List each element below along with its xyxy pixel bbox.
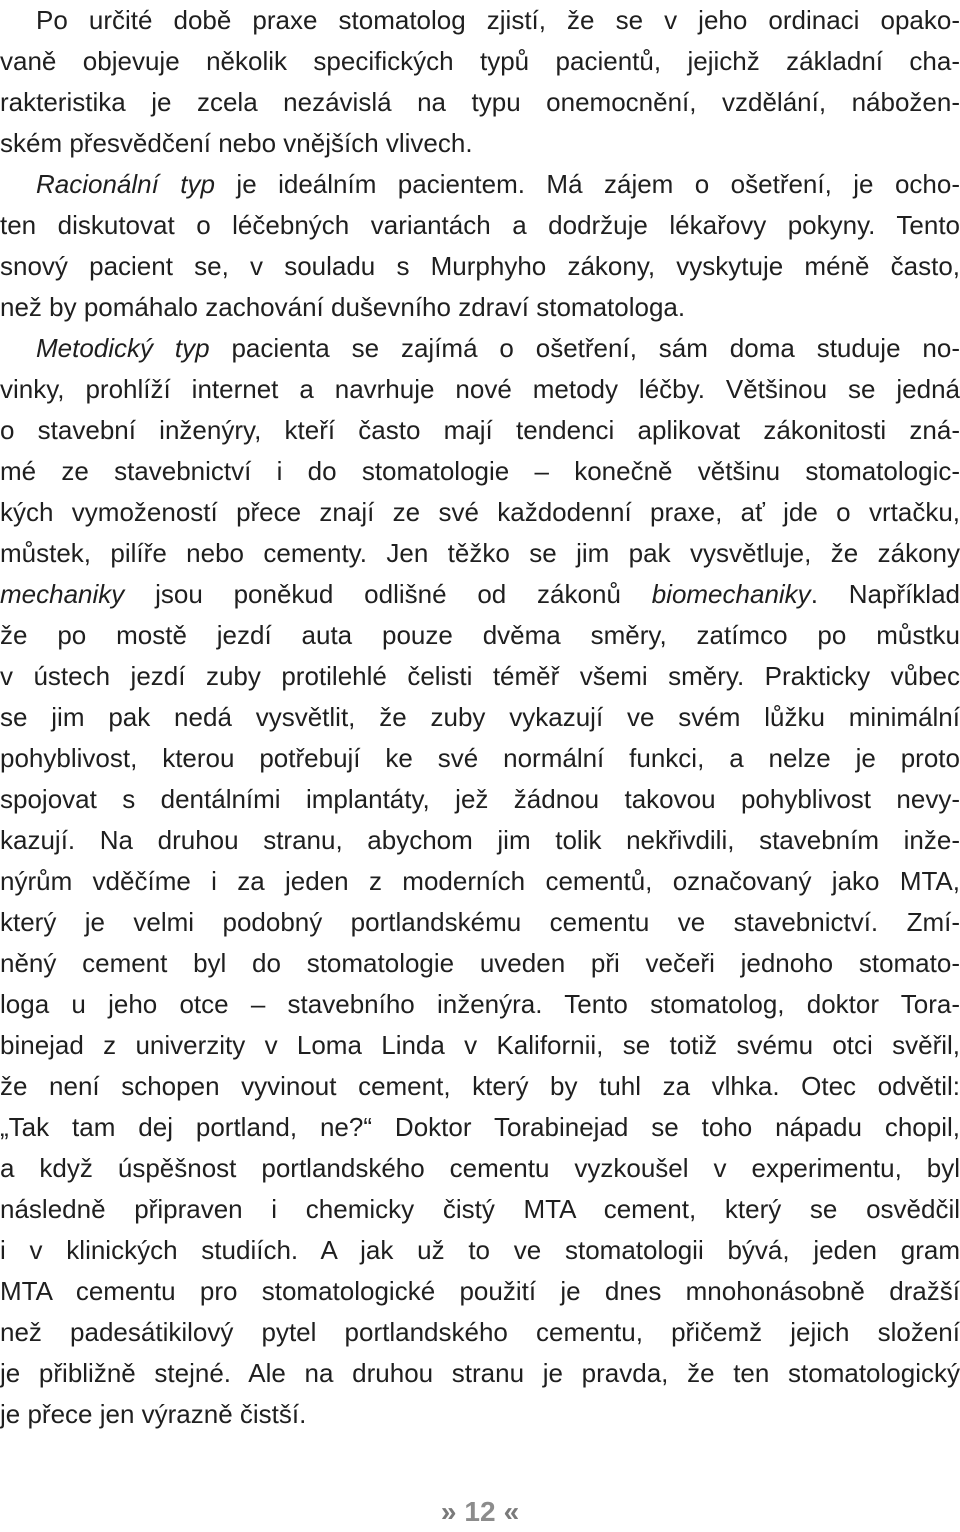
text-segment: kazují. Na druhou stranu, abychom jim tolik nekřivdili, stavebním inže- [0,825,960,855]
text-segment: nýrům vděčíme i za jeden z moderních cementů, označovaný jako MTA, [0,866,960,896]
right-guillemet: « [503,1496,520,1527]
text-segment: je ideálním pacientem. Má zájem o ošetření, je ocho- [214,169,960,199]
text-segment: spojovat s dentálními implantáty, jež žádnou takovou pohyblivost nevy- [0,784,960,814]
text-line [0,328,960,369]
text-segment: jsou poněkud odlišné od zákonů [124,579,652,609]
text-segment: pacienta se zajímá o ošetření, sám doma studuje no- [209,333,960,363]
page-footer [0,1492,960,1532]
text-segment: můstek, pilíře nebo cementy. Jen těžko se jim pak vysvětluje, že zákony [0,538,960,568]
italic-term: Racionální typ [36,169,215,199]
text-line [0,1066,960,1107]
text-line [0,492,960,533]
text-segment: v ústech jezdí zuby protilehlé čelisti téměř všemi směry. Prakticky vůbec [0,661,960,691]
text-line [0,1189,960,1230]
text-segment: než padesátikilový pytel portlandského cementu, přičemž jejich složení [0,1317,960,1347]
text-line [0,1107,960,1148]
text-line [0,574,960,615]
text-line [0,533,960,574]
text-segment: že není schopen vyvinout cement, který by tuhl za vlhka. Otec odvětil: [0,1071,960,1101]
text-line [0,1230,960,1271]
text-line [0,1025,960,1066]
italic-term: mechaniky [0,579,125,609]
text-segment: binejad z univerzity v Loma Linda v Kalifornii, se totiž svému otci svěřil, [0,1030,960,1060]
text-segment: a když úspěšnost portlandského cementu vyzkoušel v experimentu, byl [0,1153,960,1183]
text-segment: rakteristika je zcela nezávislá na typu onemocnění, vzdělání, nábožen- [0,87,960,117]
text-segment: že po mostě jezdí auta pouze dvěma směry, zatímco po můstku [0,620,960,650]
text-line [0,164,960,205]
text-segment: snový pacient se, v souladu s Murphyho zákony, vyskytuje méně často, [0,251,960,281]
text-segment: ském přesvědčení nebo vnějších vlivech. [0,128,473,158]
text-segment: je přibližně stejné. Ale na druhou stranu je pravda, že ten stomatologický [0,1358,960,1388]
text-line [0,615,960,656]
text-segment: který je velmi podobný portlandskému cementu ve stavebnictví. Zmí- [0,907,960,937]
text-line [0,1394,960,1435]
text-segment: kých vymožeností přece znají ze své každodenní praxe, ať jde o vrtačku, [0,497,960,527]
text-segment: MTA cementu pro stomatologické použití je dnes mnohonásobně dražší [0,1276,960,1306]
text-line [0,451,960,492]
text-line [0,1353,960,1394]
text-line [0,205,960,246]
text-line [0,902,960,943]
text-segment: pohyblivost, kterou potřebují ke své normální funkci, a nelze je proto [0,743,960,773]
page-number: 12 [464,1496,496,1527]
text-segment: loga u jeho otce – stavebního inženýra. Tento stomatolog, doktor Tora- [0,989,960,1019]
text-line [0,820,960,861]
italic-term: biomechaniky [651,579,811,609]
text-line [0,1312,960,1353]
text-segment: než by pomáhalo zachování duševního zdraví stomatologa. [0,292,686,322]
text-line [0,246,960,287]
text-line [0,697,960,738]
text-line [0,1271,960,1312]
text-line [0,123,960,164]
text-line [0,984,960,1025]
text-line [0,369,960,410]
left-guillemet: » [440,1496,457,1527]
text-line [0,861,960,902]
text-segment: vinky, prohlíží internet a navrhuje nové metody léčby. Většinou se jedná [0,374,960,404]
text-line [0,656,960,697]
text-line [0,0,960,41]
text-segment: je přece jen výrazně čistší. [0,1399,307,1429]
text-segment: se jim pak nedá vysvětlit, že zuby vykazují ve svém lůžku minimální [0,702,960,732]
text-segment: vaně objevuje několik specifických typů pacientů, jejichž základní cha- [0,46,960,76]
text-line [0,410,960,451]
text-line [0,82,960,123]
text-segment: ten diskutovat o léčebných variantách a dodržuje lékařovy pokyny. Tento [0,210,960,240]
text-segment: . Například [810,579,960,609]
text-line [0,287,960,328]
text-line [0,41,960,82]
text-segment: Po určité době praxe stomatolog zjistí, že se v jeho ordinaci opako- [36,5,960,35]
text-line [0,943,960,984]
text-segment: o stavební inženýry, kteří často mají tendenci aplikovat zákonitosti zná- [0,415,960,445]
text-segment: i v klinických studiích. A jak už to ve stomatologii bývá, jeden gram [0,1235,960,1265]
text-segment: „Tak tam dej portland, ne?“ Doktor Torabinejad se toho nápadu chopil, [0,1112,960,1142]
text-segment: následně připraven i chemicky čistý MTA cement, který se osvědčil [0,1194,960,1224]
text-segment: něný cement byl do stomatologie uveden při večeři jednoho stomato- [0,948,960,978]
text-line [0,779,960,820]
text-line [0,1148,960,1189]
text-line [0,738,960,779]
italic-term: Metodický typ [36,333,210,363]
text-segment: mé ze stavebnictví i do stomatologie – konečně většinu stomatologic- [0,456,960,486]
